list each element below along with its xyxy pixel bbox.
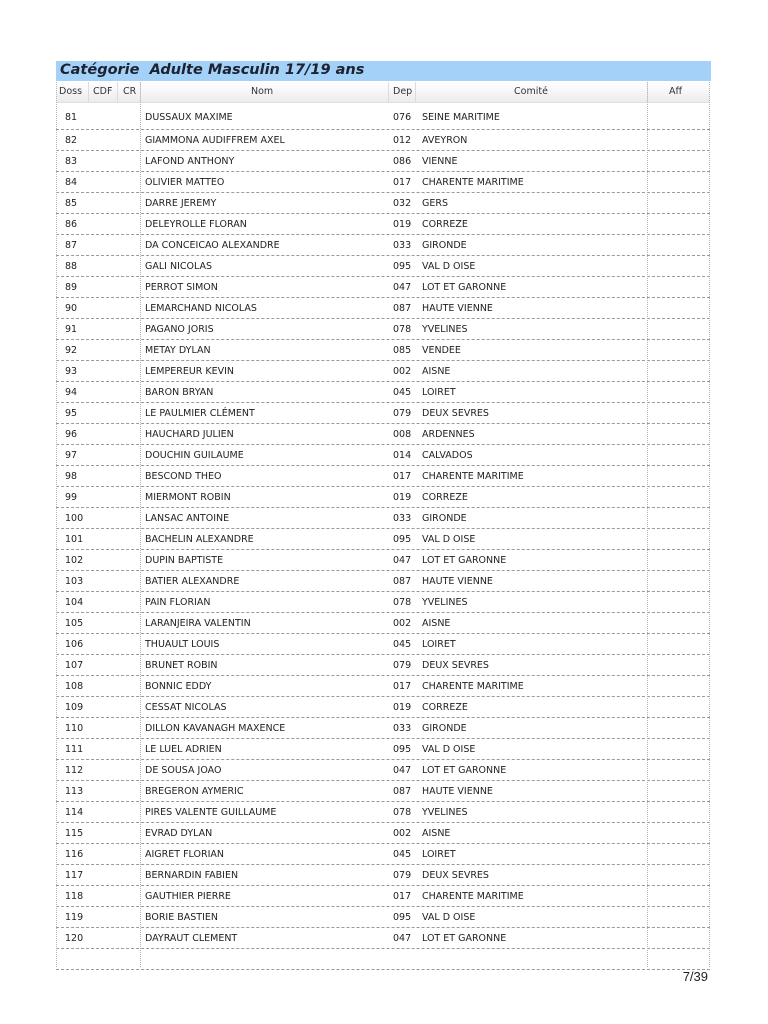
header-divider <box>117 82 118 102</box>
cell-comite: VAL D OISE <box>422 912 476 923</box>
table-row <box>56 571 710 592</box>
cell-comite: VIENNE <box>422 156 458 167</box>
table-row <box>56 655 710 676</box>
cell-comite: AISNE <box>422 618 451 629</box>
header-divider <box>88 82 89 102</box>
cell-dep: 002 <box>393 828 412 839</box>
cell-doss: 87 <box>65 240 78 251</box>
cell-dep: 045 <box>393 387 412 398</box>
cell-doss: 81 <box>65 112 78 123</box>
cell-nom: BRUNET ROBIN <box>145 660 218 671</box>
cell-dep: 079 <box>393 660 412 671</box>
table-row <box>56 193 710 214</box>
category-title-bar <box>56 61 711 81</box>
table-row <box>56 676 710 697</box>
col-header-aff: Aff <box>669 86 683 97</box>
cell-doss: 93 <box>65 366 78 377</box>
cell-comite: SEINE MARITIME <box>422 112 500 123</box>
table-row <box>56 823 710 844</box>
table-row <box>56 634 710 655</box>
table-row <box>56 103 710 130</box>
cell-comite: HAUTE VIENNE <box>422 786 493 797</box>
cell-dep: 033 <box>393 513 412 524</box>
cell-nom: LE PAULMIER CLÉMENT <box>145 408 255 419</box>
cell-nom: LEMARCHAND NICOLAS <box>145 303 257 314</box>
col-header-cdf: CDF <box>93 86 113 97</box>
cell-dep: 033 <box>393 240 412 251</box>
cell-dep: 045 <box>393 849 412 860</box>
table-row <box>56 403 710 424</box>
cell-comite: CORREZE <box>422 492 468 503</box>
table-row <box>56 928 710 949</box>
cell-doss: 115 <box>65 828 84 839</box>
header-divider <box>388 82 389 102</box>
cell-nom: PERROT SIMON <box>145 282 218 293</box>
cell-comite: ARDENNES <box>422 429 475 440</box>
cell-comite: YVELINES <box>422 807 468 818</box>
cell-comite: CHARENTE MARITIME <box>422 891 524 902</box>
participants-table <box>56 82 710 970</box>
cell-nom: LARANJEIRA VALENTIN <box>145 618 251 629</box>
cell-comite: LOT ET GARONNE <box>422 933 507 944</box>
table-row <box>56 130 710 151</box>
cell-dep: 078 <box>393 597 412 608</box>
cell-nom: LANSAC ANTOINE <box>145 513 230 524</box>
cell-doss: 106 <box>65 639 84 650</box>
table-row <box>56 382 710 403</box>
cell-doss: 90 <box>65 303 78 314</box>
table-row <box>56 550 710 571</box>
cell-dep: 014 <box>393 450 412 461</box>
cell-doss: 118 <box>65 891 84 902</box>
cell-doss: 107 <box>65 660 84 671</box>
cell-comite: LOIRET <box>422 639 456 650</box>
cell-dep: 087 <box>393 576 412 587</box>
cell-doss: 94 <box>65 387 78 398</box>
table-row <box>56 529 710 550</box>
cell-doss: 84 <box>65 177 78 188</box>
cell-dep: 019 <box>393 702 412 713</box>
cell-nom: EVRAD DYLAN <box>145 828 213 839</box>
cell-nom: LE LUEL ADRIEN <box>145 744 222 755</box>
cell-nom: BARON BRYAN <box>145 387 214 398</box>
cell-dep: 002 <box>393 366 412 377</box>
cell-nom: LAFOND ANTHONY <box>145 156 235 167</box>
table-row <box>56 697 710 718</box>
cell-nom: DA CONCEICAO ALEXANDRE <box>145 240 280 251</box>
cell-comite: CHARENTE MARITIME <box>422 681 524 692</box>
cell-nom: LEMPEREUR KEVIN <box>145 366 235 377</box>
cell-nom: BATIER ALEXANDRE <box>145 576 240 587</box>
cell-doss: 98 <box>65 471 78 482</box>
table-row <box>56 508 710 529</box>
cell-dep: 079 <box>393 408 412 419</box>
cell-comite: AVEYRON <box>422 135 468 146</box>
cell-dep: 019 <box>393 492 412 503</box>
cell-nom: CESSAT NICOLAS <box>145 702 227 713</box>
table-row <box>56 445 710 466</box>
table-row <box>56 592 710 613</box>
table-body <box>56 103 710 970</box>
cell-nom: PIRES VALENTE GUILLAUME <box>145 807 277 818</box>
cell-nom: PAIN FLORIAN <box>145 597 211 608</box>
cell-doss: 95 <box>65 408 78 419</box>
cell-doss: 97 <box>65 450 78 461</box>
cell-doss: 112 <box>65 765 84 776</box>
table-row <box>56 949 710 970</box>
table-row <box>56 298 710 319</box>
cell-doss: 85 <box>65 198 78 209</box>
cell-comite: YVELINES <box>422 324 468 335</box>
cell-comite: DEUX SEVRES <box>422 660 489 671</box>
cell-comite: DEUX SEVRES <box>422 408 489 419</box>
cell-dep: 078 <box>393 807 412 818</box>
cell-dep: 079 <box>393 870 412 881</box>
table-header <box>56 82 710 103</box>
cell-comite: AISNE <box>422 366 451 377</box>
cell-comite: VAL D OISE <box>422 534 476 545</box>
cell-dep: 032 <box>393 198 412 209</box>
cell-nom: BREGERON AYMERIC <box>145 786 244 797</box>
cell-doss: 114 <box>65 807 84 818</box>
col-header-dep: Dep <box>393 86 413 97</box>
cell-doss: 119 <box>65 912 84 923</box>
cell-comite: YVELINES <box>422 597 468 608</box>
table-row <box>56 172 710 193</box>
cell-nom: DE SOUSA JOAO <box>145 765 222 776</box>
cell-doss: 91 <box>65 324 78 335</box>
cell-nom: DILLON KAVANAGH MAXENCE <box>145 723 286 734</box>
cell-dep: 002 <box>393 618 412 629</box>
cell-doss: 89 <box>65 282 78 293</box>
cell-doss: 92 <box>65 345 78 356</box>
cell-comite: LOT ET GARONNE <box>422 765 507 776</box>
cell-comite: VAL D OISE <box>422 744 476 755</box>
cell-dep: 086 <box>393 156 412 167</box>
cell-dep: 017 <box>393 177 412 188</box>
table-row <box>56 718 710 739</box>
cell-nom: BONNIC EDDY <box>145 681 212 692</box>
cell-dep: 047 <box>393 933 412 944</box>
cell-nom: GIAMMONA AUDIFFREM AXEL <box>145 135 285 146</box>
cell-comite: CORREZE <box>422 219 468 230</box>
cell-nom: BORIE BASTIEN <box>145 912 219 923</box>
cell-doss: 86 <box>65 219 78 230</box>
header-divider <box>415 82 416 102</box>
table-row <box>56 151 710 172</box>
cell-nom: BACHELIN ALEXANDRE <box>145 534 254 545</box>
cell-comite: HAUTE VIENNE <box>422 576 493 587</box>
col-header-cr: CR <box>123 86 137 97</box>
column-divider-aff <box>647 82 648 967</box>
table-row <box>56 256 710 277</box>
cell-doss: 82 <box>65 135 78 146</box>
cell-comite: VAL D OISE <box>422 261 476 272</box>
cell-dep: 019 <box>393 219 412 230</box>
cell-dep: 008 <box>393 429 412 440</box>
cell-dep: 033 <box>393 723 412 734</box>
cell-comite: CORREZE <box>422 702 468 713</box>
cell-comite: GIRONDE <box>422 513 467 524</box>
cell-nom: AIGRET FLORIAN <box>145 849 224 860</box>
column-divider-nom <box>140 82 141 967</box>
cell-nom: METAY DYLAN <box>145 345 211 356</box>
cell-doss: 117 <box>65 870 84 881</box>
cell-doss: 108 <box>65 681 84 692</box>
cell-doss: 105 <box>65 618 84 629</box>
cell-comite: CHARENTE MARITIME <box>422 177 524 188</box>
cell-nom: DUSSAUX MAXIME <box>145 112 233 123</box>
cell-comite: VENDEE <box>422 345 461 356</box>
cell-dep: 047 <box>393 282 412 293</box>
cell-doss: 96 <box>65 429 78 440</box>
cell-nom: GAUTHIER PIERRE <box>145 891 231 902</box>
cell-doss: 101 <box>65 534 84 545</box>
cell-dep: 078 <box>393 324 412 335</box>
cell-nom: BERNARDIN FABIEN <box>145 870 239 881</box>
col-header-comite: Comité <box>514 86 548 97</box>
table-row <box>56 424 710 445</box>
table-row <box>56 907 710 928</box>
cell-comite: LOIRET <box>422 387 456 398</box>
cell-dep: 095 <box>393 261 412 272</box>
cell-dep: 095 <box>393 744 412 755</box>
table-row <box>56 235 710 256</box>
cell-dep: 017 <box>393 681 412 692</box>
table-row <box>56 466 710 487</box>
table-row <box>56 214 710 235</box>
cell-dep: 047 <box>393 555 412 566</box>
cell-doss: 109 <box>65 702 84 713</box>
cell-comite: GIRONDE <box>422 723 467 734</box>
table-row <box>56 361 710 382</box>
cell-doss: 104 <box>65 597 84 608</box>
cell-comite: CHARENTE MARITIME <box>422 471 524 482</box>
cell-comite: CALVADOS <box>422 450 473 461</box>
cell-nom: BESCOND THEO <box>145 471 222 482</box>
table-row <box>56 844 710 865</box>
cell-dep: 017 <box>393 891 412 902</box>
cell-comite: LOIRET <box>422 849 456 860</box>
cell-comite: HAUTE VIENNE <box>422 303 493 314</box>
cell-nom: DAYRAUT CLEMENT <box>145 933 238 944</box>
cell-comite: GERS <box>422 198 448 209</box>
cell-nom: DARRE JEREMY <box>145 198 217 209</box>
table-row <box>56 487 710 508</box>
cell-doss: 116 <box>65 849 84 860</box>
col-header-doss: Doss <box>59 86 83 97</box>
cell-doss: 99 <box>65 492 78 503</box>
cell-doss: 110 <box>65 723 84 734</box>
cell-dep: 087 <box>393 303 412 314</box>
table-right-border <box>709 82 710 967</box>
table-row <box>56 865 710 886</box>
table-row <box>56 760 710 781</box>
table-row <box>56 802 710 823</box>
cell-dep: 045 <box>393 639 412 650</box>
cell-comite: GIRONDE <box>422 240 467 251</box>
table-row <box>56 886 710 907</box>
table-row <box>56 613 710 634</box>
cell-nom: DOUCHIN GUILAUME <box>145 450 244 461</box>
cell-doss: 88 <box>65 261 78 272</box>
cell-dep: 085 <box>393 345 412 356</box>
table-row <box>56 277 710 298</box>
table-row <box>56 739 710 760</box>
cell-doss: 111 <box>65 744 84 755</box>
table-left-border <box>56 82 57 967</box>
cell-dep: 047 <box>393 765 412 776</box>
table-row <box>56 340 710 361</box>
cell-nom: MIERMONT ROBIN <box>145 492 231 503</box>
cell-doss: 102 <box>65 555 84 566</box>
cell-nom: DELEYROLLE FLORAN <box>145 219 247 230</box>
page-number: 7/39 <box>682 969 708 984</box>
cell-comite: AISNE <box>422 828 451 839</box>
cell-comite: DEUX SEVRES <box>422 870 489 881</box>
cell-nom: DUPIN BAPTISTE <box>145 555 224 566</box>
cell-dep: 095 <box>393 912 412 923</box>
cell-comite: LOT ET GARONNE <box>422 555 507 566</box>
cell-doss: 113 <box>65 786 84 797</box>
cell-doss: 103 <box>65 576 84 587</box>
cell-nom: PAGANO JORIS <box>145 324 214 335</box>
cell-dep: 076 <box>393 112 412 123</box>
col-header-nom: Nom <box>251 86 274 97</box>
cell-nom: THUAULT LOUIS <box>145 639 220 650</box>
cell-doss: 83 <box>65 156 78 167</box>
cell-nom: GALI NICOLAS <box>145 261 213 272</box>
cell-doss: 120 <box>65 933 84 944</box>
table-row <box>56 319 710 340</box>
cell-nom: OLIVIER MATTEO <box>145 177 225 188</box>
cell-dep: 012 <box>393 135 412 146</box>
cell-comite: LOT ET GARONNE <box>422 282 507 293</box>
table-row <box>56 781 710 802</box>
cell-dep: 087 <box>393 786 412 797</box>
cell-dep: 017 <box>393 471 412 482</box>
cell-dep: 095 <box>393 534 412 545</box>
cell-nom: HAUCHARD JULIEN <box>145 429 234 440</box>
cell-doss: 100 <box>65 513 84 524</box>
category-title: Catégorie Adulte Masculin 17/19 ans <box>60 62 365 78</box>
